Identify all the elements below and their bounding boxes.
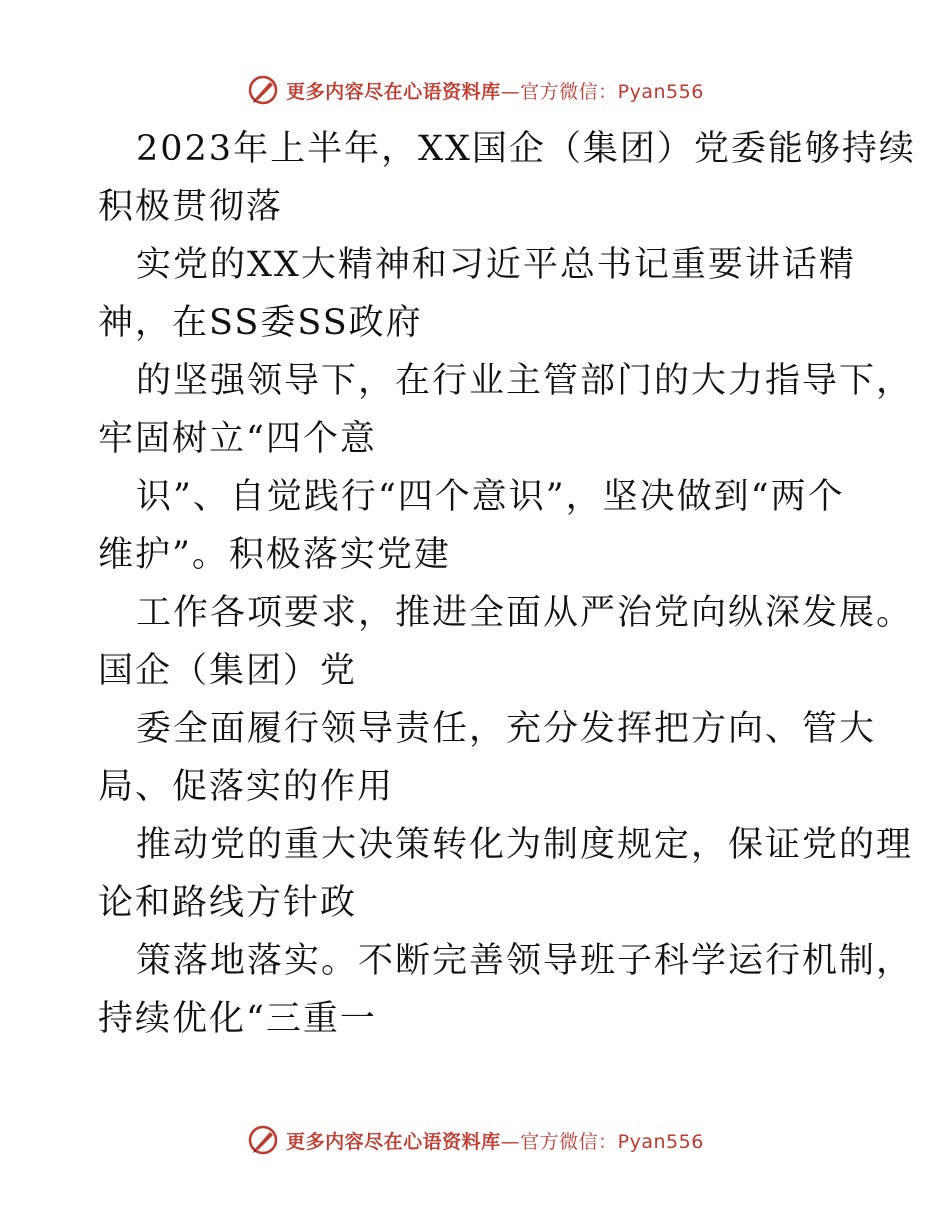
watermark-brand: 更多内容尽在心语资料库 xyxy=(286,1130,501,1153)
paragraph-line: 策落地落实。不断完善领导班子科学运行机制， xyxy=(136,941,914,981)
watermark-brand: 更多内容尽在心语资料库 xyxy=(286,80,501,103)
watermark-contact: 官方微信：Pyan556 xyxy=(520,1130,704,1153)
paragraph-line: 牢固树立“四个意 xyxy=(98,419,377,459)
paragraph-line: 持续优化“三重一 xyxy=(98,999,377,1039)
paragraph-line: 推动党的重大决策转化为制度规定，保证党的理 xyxy=(136,825,914,865)
paragraph-line: 委全面履行领导责任，充分发挥把方向、管大 xyxy=(136,709,877,749)
paragraph-line: 积极贯彻落 xyxy=(98,187,284,227)
paragraph-line: 实党的XX大精神和习近平总书记重要讲话精 xyxy=(136,245,856,285)
paragraph-line: 国企（集团）党 xyxy=(98,651,358,691)
paragraph-line: 维护”。积极落实党建 xyxy=(98,535,451,575)
paragraph-line: 论和路线方针政 xyxy=(98,883,358,923)
quill-pen-logo-icon xyxy=(246,73,280,107)
header-watermark xyxy=(0,70,950,110)
paragraph-line: 识”、自觉践行“四个意识”，坚决做到“两个 xyxy=(136,477,845,517)
watermark-contact: 官方微信：Pyan556 xyxy=(520,80,704,103)
paragraph-line: 2023年上半年，XX国企（集团）党委能够持续 xyxy=(136,129,916,169)
quill-pen-logo-icon xyxy=(246,1123,280,1157)
document-body xyxy=(98,120,916,1048)
paragraph-line: 局、促落实的作用 xyxy=(98,767,395,807)
watermark-separator: — xyxy=(500,1130,521,1153)
footer-watermark xyxy=(0,1120,950,1160)
watermark-separator: — xyxy=(500,80,521,103)
paragraph-line: 神，在SS委SS政府 xyxy=(98,303,423,343)
paragraph-line: 的坚强领导下，在行业主管部门的大力指导下， xyxy=(136,361,914,401)
paragraph-line: 工作各项要求，推进全面从严治党向纵深发展。 xyxy=(136,593,914,633)
